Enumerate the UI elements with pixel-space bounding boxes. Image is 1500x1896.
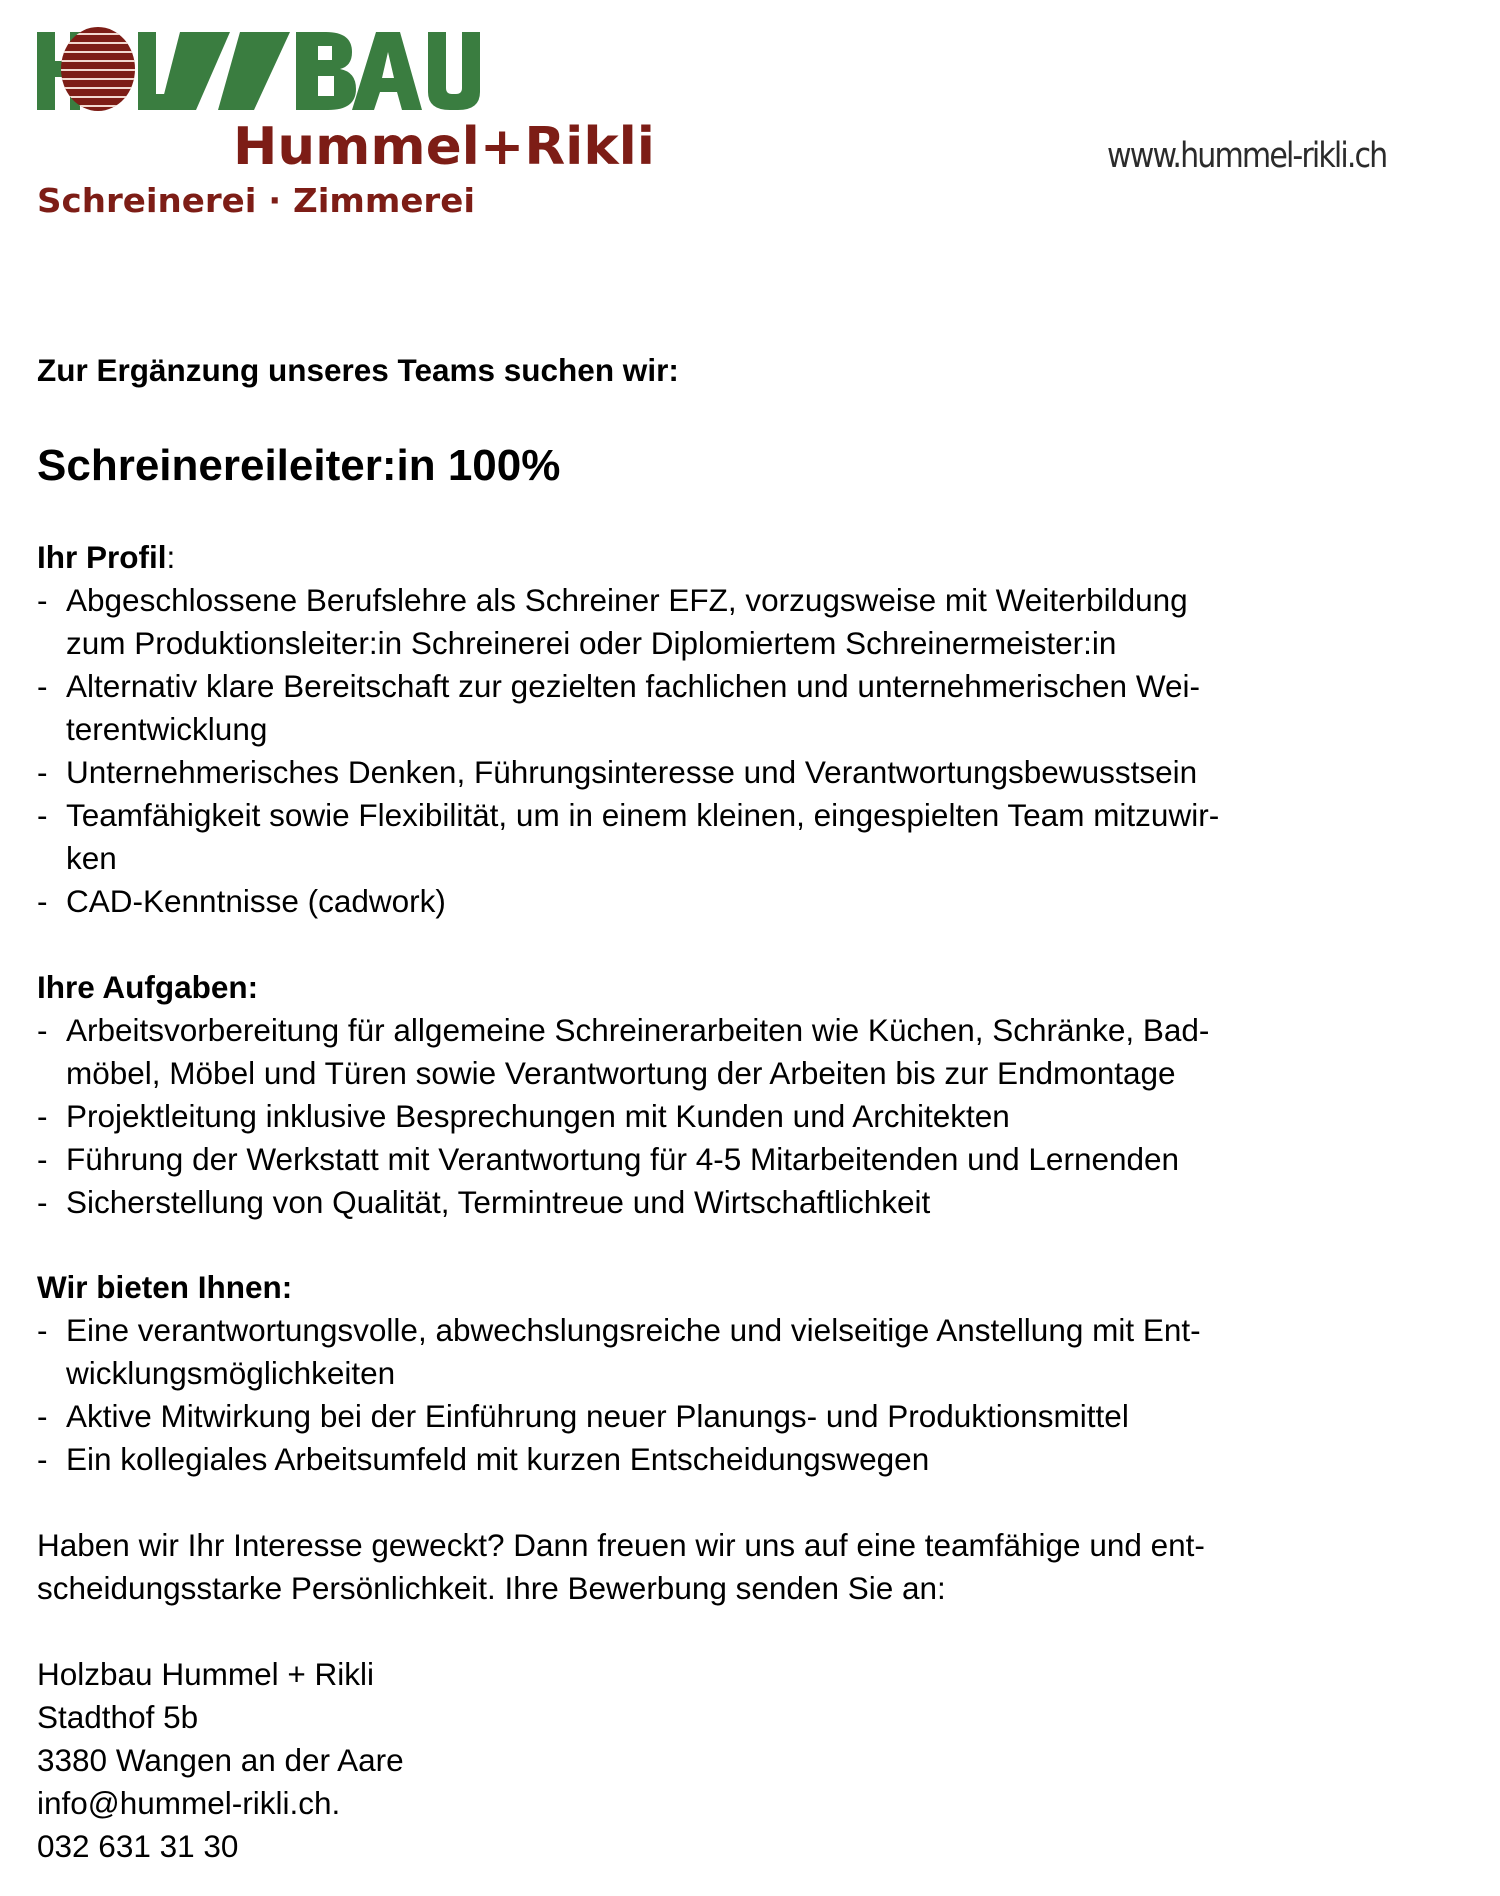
list-item-continuation: zum Produktionsleiter:in Schreinerei oder Diplomiertem Schreinermeister:in [66,625,1117,661]
contact-company: Holzbau Hummel + Rikli [37,1656,374,1692]
job-title: Schreinereileiter:in 100% [37,441,561,490]
bullet-dash: - [37,1312,48,1348]
contact-street: Stadthof 5b [37,1699,199,1735]
closing-line: scheidungsstarke Persönlichkeit. Ihre Bewerbung senden Sie an: [37,1570,946,1606]
list-item [37,1438,929,1481]
list-item [37,665,1200,708]
list-item [37,1309,1201,1352]
bullet-dash: - [37,1012,48,1048]
bullet-dash: - [37,797,48,833]
contact-email[interactable]: info@hummel-rikli.ch. [37,1785,341,1821]
bullet-dash: - [37,1398,48,1434]
list-item-text: Projektleitung inklusive Besprechungen mit Kunden und Architekten [66,1098,1010,1134]
company-logo [0,0,700,230]
profile-heading [37,536,175,579]
profile-heading-colon: : [166,539,176,575]
list-item-text: CAD-Kenntnisse (cadwork) [66,883,446,919]
bullet-dash: - [37,1141,48,1177]
list-item-continuation: möbel, Möbel und Türen sowie Verantwortung der Arbeiten bis zur Endmontage [66,1055,1176,1091]
list-item [37,579,1188,622]
logo-company-name: Hummel+Rikli [233,117,655,177]
website-url[interactable]: www.hummel-rikli.ch [1107,136,1387,176]
list-item [37,1395,1129,1438]
bullet-dash: - [37,582,48,618]
contact-phone[interactable]: 032 631 31 30 [37,1828,239,1864]
list-item [37,1009,1209,1052]
intro-heading: Zur Ergänzung unseres Teams suchen wir: [37,352,679,388]
list-item-text: Eine verantwortungsvolle, abwechslungsreiche und vielseitige Anstellung mit Ent- [66,1312,1201,1348]
offer-heading: Wir bieten Ihnen: [37,1269,293,1305]
logo-trades: Schreinerei · Zimmerei [37,181,475,220]
contact-city: 3380 Wangen an der Aare [37,1742,404,1778]
list-item [37,794,1219,837]
list-item-continuation: terentwicklung [66,711,268,747]
profile-heading-text: Ihr Profil [37,539,167,575]
closing-line: Haben wir Ihr Interesse geweckt? Dann freuen wir uns auf eine teamfähige und ent- [37,1527,1205,1563]
bullet-dash: - [37,754,48,790]
bullet-dash: - [37,883,48,919]
bullet-dash: - [37,1098,48,1134]
bullet-dash: - [37,1184,48,1220]
list-item-continuation: ken [66,840,117,876]
list-item [37,1138,1179,1181]
list-item-text: Abgeschlossene Berufslehre als Schreiner EFZ, vorzugsweise mit Weiterbildung [66,582,1188,618]
tasks-heading: Ihre Aufgaben: [37,969,259,1005]
list-item-text: Ein kollegiales Arbeitsumfeld mit kurzen Entscheidungswegen [66,1441,930,1477]
list-item-text: Alternativ klare Bereitschaft zur gezielten fachlichen und unternehmerischen Wei- [66,668,1200,704]
list-item [37,1095,1010,1138]
list-item [37,1181,930,1224]
list-item-text: Aktive Mitwirkung bei der Einführung neuer Planungs- und Produktionsmittel [66,1398,1129,1434]
list-item [37,751,1197,794]
list-item-text: Führung der Werkstatt mit Verantwortung für 4-5 Mitarbeitenden und Lernenden [66,1141,1180,1177]
list-item [37,880,446,923]
list-item-text: Unternehmerisches Denken, Führungsinteresse und Verantwortungsbewusstsein [66,754,1198,790]
list-item-text: Teamfähigkeit sowie Flexibilität, um in einem kleinen, eingespielten Team mitzuwir- [66,797,1220,833]
list-item-continuation: wicklungsmöglichkeiten [66,1355,396,1391]
list-item-text: Arbeitsvorbereitung für allgemeine Schreinerarbeiten wie Küchen, Schränke, Bad- [66,1012,1210,1048]
list-item-text: Sicherstellung von Qualität, Termintreue und Wirtschaftlichkeit [66,1184,931,1220]
bullet-dash: - [37,668,48,704]
logo-wordmark-holzbau [37,25,480,115]
bullet-dash: - [37,1441,48,1477]
